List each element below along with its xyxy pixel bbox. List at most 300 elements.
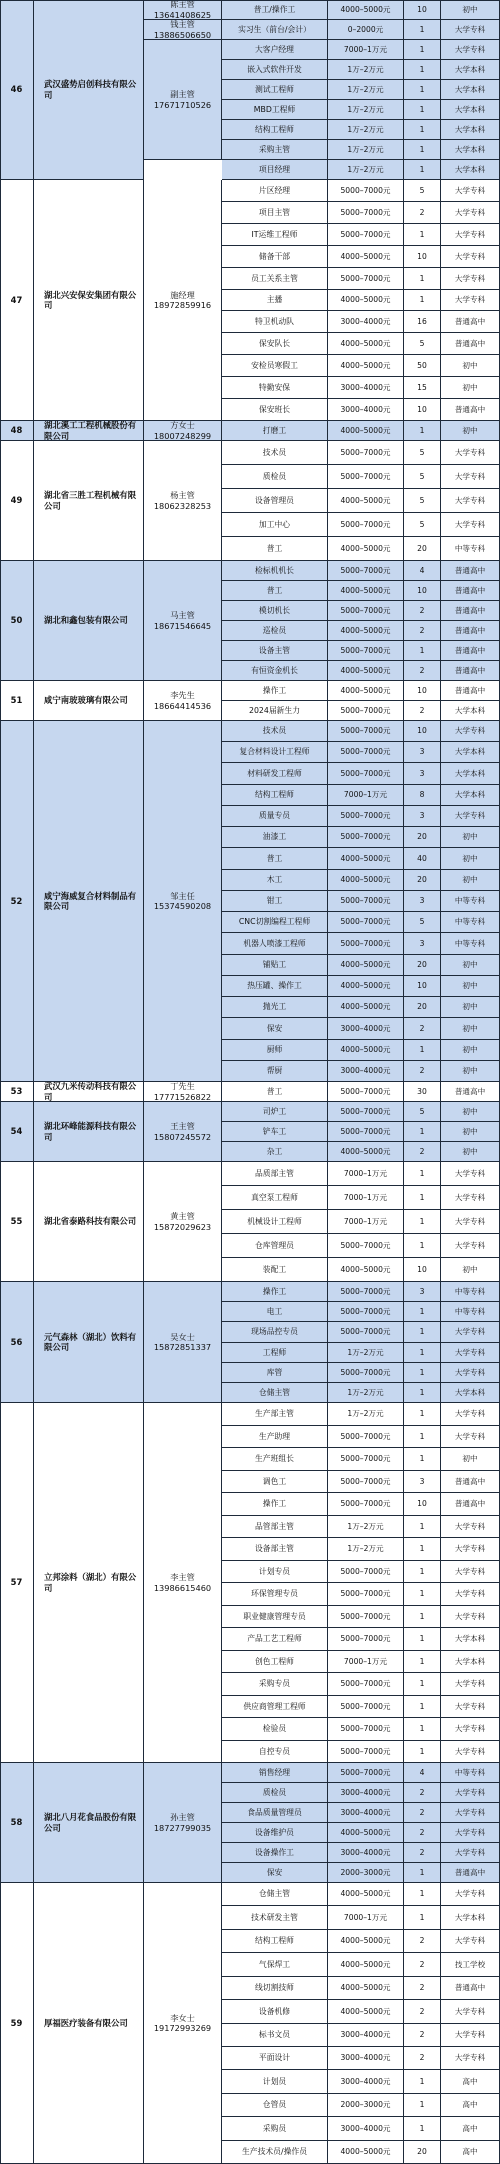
job-title: 片区经理: [222, 180, 328, 202]
education-requirement: 大学专科: [441, 1606, 500, 1628]
company-number: 56: [0, 1282, 34, 1403]
contact-person: 邹主任 15374590208: [144, 721, 222, 1082]
education-requirement: 大学专科: [441, 202, 500, 224]
headcount: 1: [404, 20, 441, 40]
headcount: 1: [404, 1863, 441, 1883]
salary-range: 5000–7000元: [328, 742, 404, 763]
company-number: 52: [0, 721, 34, 1082]
salary-range: 1万–2万元: [328, 120, 404, 140]
headcount: 2: [404, 1142, 441, 1162]
headcount: 10: [404, 1258, 441, 1282]
education-requirement: 大学专科: [441, 290, 500, 311]
headcount: 2: [404, 1783, 441, 1803]
headcount: 1: [404, 1210, 441, 1234]
job-title: 生产技术员/操作员: [222, 2141, 328, 2164]
job-title: 机械设计工程师: [222, 1210, 328, 1234]
salary-range: 5000–7000元: [328, 1471, 404, 1493]
job-title: 普工/操作工: [222, 0, 328, 20]
headcount: 1: [404, 1883, 441, 1906]
salary-range: 4000–5000元: [328, 2000, 404, 2024]
education-requirement: 大学专科: [441, 180, 500, 202]
job-title: 嵌入式软件开发: [222, 60, 328, 80]
education-requirement: 大学专科: [441, 246, 500, 268]
education-requirement: 高中: [441, 2070, 500, 2094]
headcount: 2: [404, 621, 441, 641]
education-requirement: 大学本科: [441, 120, 500, 140]
headcount: 5: [404, 912, 441, 933]
job-title: 测试工程师: [222, 80, 328, 100]
headcount: 30: [404, 1082, 441, 1102]
job-title: 铲车工: [222, 1122, 328, 1142]
headcount: 2: [404, 1843, 441, 1863]
contact-person: 孙主管 18727799035: [144, 1763, 222, 1883]
company-number: 47: [0, 180, 34, 421]
education-requirement: 大学专科: [441, 1426, 500, 1448]
salary-range: 4000–5000元: [328, 0, 404, 20]
headcount: 2: [404, 202, 441, 224]
education-requirement: 大学本科: [441, 701, 500, 721]
education-requirement: 普通高中: [441, 561, 500, 581]
headcount: 1: [404, 160, 441, 180]
headcount: 3: [404, 763, 441, 785]
job-title: 仓管员: [222, 2094, 328, 2117]
headcount: 40: [404, 848, 441, 870]
education-requirement: 大学专科: [441, 1538, 500, 1561]
job-title: 技术员: [222, 721, 328, 742]
education-requirement: 初中: [441, 848, 500, 870]
headcount: 1: [404, 1122, 441, 1142]
education-requirement: 大学本科: [441, 100, 500, 120]
education-requirement: 高中: [441, 2117, 500, 2141]
salary-range: 5000–7000元: [328, 180, 404, 202]
job-title: 平面设计: [222, 2047, 328, 2070]
headcount: 1: [404, 1302, 441, 1322]
education-requirement: 大学专科: [441, 1883, 500, 1906]
job-title: 仓储主管: [222, 1883, 328, 1906]
headcount: 1: [404, 2070, 441, 2094]
job-title: 设备操作工: [222, 1843, 328, 1863]
education-requirement: 中等专科: [441, 891, 500, 912]
salary-range: 1万–2万元: [328, 160, 404, 180]
headcount: 1: [404, 1343, 441, 1363]
salary-range: 4000–5000元: [328, 681, 404, 701]
job-title: 帮厨: [222, 1061, 328, 1082]
education-requirement: 大学专科: [441, 1403, 500, 1426]
job-title: 质量专员: [222, 806, 328, 827]
headcount: 20: [404, 870, 441, 891]
headcount: 10: [404, 246, 441, 268]
salary-range: 3000–4000元: [328, 1783, 404, 1803]
education-requirement: 大学专科: [441, 721, 500, 742]
headcount: 1: [404, 100, 441, 120]
job-title: 安检员寒假工: [222, 355, 328, 377]
education-requirement: 大学专科: [441, 224, 500, 246]
job-title: 销售经理: [222, 1763, 328, 1783]
education-requirement: 初中: [441, 870, 500, 891]
headcount: 1: [404, 1363, 441, 1383]
education-requirement: 初中: [441, 421, 500, 441]
salary-range: 4000–5000元: [328, 581, 404, 601]
job-title: 技术研发主管: [222, 1906, 328, 1930]
job-title: 普工: [222, 848, 328, 870]
salary-range: 1万–2万元: [328, 1343, 404, 1363]
education-requirement: 中等专科: [441, 537, 500, 561]
headcount: 1: [404, 290, 441, 311]
job-title: 操作工: [222, 1282, 328, 1302]
headcount: 20: [404, 827, 441, 848]
education-requirement: 大学本科: [441, 1651, 500, 1673]
job-title: 库管: [222, 1363, 328, 1383]
salary-range: 5000–7000元: [328, 1673, 404, 1696]
headcount: 1: [404, 1186, 441, 1210]
job-title: 操作工: [222, 681, 328, 701]
company-name: 立邦涂料（湖北）有限公司: [34, 1403, 144, 1763]
job-title: 保安: [222, 1018, 328, 1040]
education-requirement: 大学本科: [441, 763, 500, 785]
job-title: 装配工: [222, 1258, 328, 1282]
company-number: 58: [0, 1763, 34, 1883]
company-name: 武汉九米传动科技有限公司: [34, 1082, 144, 1102]
education-requirement: 大学专科: [441, 268, 500, 290]
salary-range: 4000–5000元: [328, 1953, 404, 1977]
headcount: 1: [404, 1448, 441, 1471]
job-title: 模切机长: [222, 601, 328, 621]
salary-range: 2000–3000元: [328, 2094, 404, 2117]
company-name: 湖北环峰能源科技有限公司: [34, 1102, 144, 1162]
education-requirement: 大学专科: [441, 2000, 500, 2024]
salary-range: 4000–5000元: [328, 489, 404, 513]
job-title: 抛光工: [222, 997, 328, 1018]
company-name: 湖北溪工工程机械股份有限公司: [34, 421, 144, 441]
job-title: 质检员: [222, 465, 328, 489]
job-title: 仓库管理员: [222, 1234, 328, 1258]
salary-range: 5000–7000元: [328, 1606, 404, 1628]
salary-range: 4000–5000元: [328, 1977, 404, 2000]
headcount: 10: [404, 1493, 441, 1516]
education-requirement: 普通高中: [441, 1977, 500, 2000]
job-title: 机器人喷漆工程师: [222, 933, 328, 955]
headcount: 3: [404, 891, 441, 912]
contact-person: 钱主管 13886506650: [144, 20, 222, 40]
headcount: 4: [404, 561, 441, 581]
salary-range: 3000–4000元: [328, 2070, 404, 2094]
salary-range: 4000–5000元: [328, 955, 404, 976]
salary-range: 5000–7000元: [328, 701, 404, 721]
job-title: 有恒资金机长: [222, 661, 328, 681]
education-requirement: 普通高中: [441, 1863, 500, 1883]
company-name: 湖北省泰路科技有限公司: [34, 1162, 144, 1282]
education-requirement: 普通高中: [441, 1493, 500, 1516]
education-requirement: 大学专科: [441, 489, 500, 513]
salary-range: 5000–7000元: [328, 641, 404, 661]
salary-range: 4000–5000元: [328, 2141, 404, 2164]
education-requirement: 大学专科: [441, 20, 500, 40]
salary-range: 5000–7000元: [328, 561, 404, 581]
job-title: 保安队长: [222, 333, 328, 355]
headcount: 2: [404, 2000, 441, 2024]
job-title: 设备部主管: [222, 1538, 328, 1561]
headcount: 5: [404, 441, 441, 465]
salary-range: 5000–7000元: [328, 1363, 404, 1383]
company-name: 湖北和鑫包装有限公司: [34, 561, 144, 681]
headcount: 1: [404, 1583, 441, 1606]
company-number: 51: [0, 681, 34, 721]
headcount: 5: [404, 333, 441, 355]
job-title: 厨师: [222, 1040, 328, 1061]
job-title: 调色工: [222, 1471, 328, 1493]
education-requirement: 初中: [441, 0, 500, 20]
education-requirement: 初中: [441, 997, 500, 1018]
salary-range: 5000–7000元: [328, 827, 404, 848]
headcount: 1: [404, 1696, 441, 1718]
education-requirement: 初中: [441, 377, 500, 399]
education-requirement: 中等专科: [441, 1763, 500, 1783]
job-title: 设备主管: [222, 641, 328, 661]
headcount: 1: [404, 1561, 441, 1583]
contact-person: 李女士 19172993269: [144, 1883, 222, 2164]
job-title: 项目经理: [222, 160, 328, 180]
salary-range: 5000–7000元: [328, 891, 404, 912]
salary-range: 5000–7000元: [328, 202, 404, 224]
company-number: 53: [0, 1082, 34, 1102]
salary-range: 5000–7000元: [328, 1628, 404, 1651]
salary-range: 5000–7000元: [328, 1448, 404, 1471]
education-requirement: 大学本科: [441, 742, 500, 763]
education-requirement: 普通高中: [441, 601, 500, 621]
education-requirement: 技工学校: [441, 1953, 500, 1977]
salary-range: 5000–7000元: [328, 1718, 404, 1741]
education-requirement: 大学专科: [441, 1234, 500, 1258]
headcount: 20: [404, 997, 441, 1018]
education-requirement: 初中: [441, 1040, 500, 1061]
job-title: 职业健康管理专员: [222, 1606, 328, 1628]
headcount: 2: [404, 701, 441, 721]
headcount: 4: [404, 1763, 441, 1783]
education-requirement: 中等专科: [441, 933, 500, 955]
salary-range: 5000–7000元: [328, 1302, 404, 1322]
company-number: 46: [0, 0, 34, 180]
salary-range: 4000–5000元: [328, 848, 404, 870]
job-title: 木工: [222, 870, 328, 891]
headcount: 2: [404, 1977, 441, 2000]
salary-range: 1万–2万元: [328, 100, 404, 120]
salary-range: 3000–4000元: [328, 1061, 404, 1082]
salary-range: 5000–7000元: [328, 1102, 404, 1122]
headcount: 5: [404, 489, 441, 513]
headcount: 20: [404, 955, 441, 976]
salary-range: 5000–7000元: [328, 933, 404, 955]
company-number: 55: [0, 1162, 34, 1282]
job-title: 电工: [222, 1302, 328, 1322]
job-title: 结构工程师: [222, 120, 328, 140]
salary-range: 4000–5000元: [328, 1823, 404, 1843]
education-requirement: 大学本科: [441, 140, 500, 160]
company-number: 54: [0, 1102, 34, 1162]
headcount: 1: [404, 1322, 441, 1343]
headcount: 3: [404, 742, 441, 763]
salary-range: 7000–1万元: [328, 40, 404, 60]
education-requirement: 初中: [441, 827, 500, 848]
education-requirement: 大学专科: [441, 2024, 500, 2047]
headcount: 2: [404, 1018, 441, 1040]
education-requirement: 普通高中: [441, 399, 500, 421]
education-requirement: 大学专科: [441, 40, 500, 60]
salary-range: 5000–7000元: [328, 721, 404, 742]
headcount: 5: [404, 1102, 441, 1122]
salary-range: 5000–7000元: [328, 513, 404, 537]
education-requirement: 普通高中: [441, 1471, 500, 1493]
salary-range: 4000–5000元: [328, 290, 404, 311]
education-requirement: 初中: [441, 1061, 500, 1082]
education-requirement: 大学专科: [441, 1803, 500, 1823]
company-number: 59: [0, 1883, 34, 2164]
education-requirement: 普通高中: [441, 1082, 500, 1102]
job-title: 储备干部: [222, 246, 328, 268]
salary-range: 7000–1万元: [328, 1210, 404, 1234]
job-title: CNC切割编程工程师: [222, 912, 328, 933]
job-title: 生产助理: [222, 1426, 328, 1448]
headcount: 1: [404, 1538, 441, 1561]
company-number: 48: [0, 421, 34, 441]
company-number: 50: [0, 561, 34, 681]
education-requirement: 大学本科: [441, 160, 500, 180]
headcount: 1: [404, 60, 441, 80]
education-requirement: 大学本科: [441, 1628, 500, 1651]
education-requirement: 初中: [441, 1448, 500, 1471]
job-title: IT运维工程师: [222, 224, 328, 246]
job-title: 气保焊工: [222, 1953, 328, 1977]
job-title: 品质部主管: [222, 1162, 328, 1186]
salary-range: 4000–5000元: [328, 537, 404, 561]
headcount: 10: [404, 976, 441, 997]
headcount: 1: [404, 1606, 441, 1628]
headcount: 1: [404, 1673, 441, 1696]
headcount: 2: [404, 1061, 441, 1082]
company-name: 湖北省三胜工程机械有限公司: [34, 441, 144, 561]
education-requirement: 大学专科: [441, 1741, 500, 1763]
job-title: 特勤安保: [222, 377, 328, 399]
headcount: 10: [404, 0, 441, 20]
salary-range: 5000–7000元: [328, 1561, 404, 1583]
education-requirement: 初中: [441, 1142, 500, 1162]
headcount: 1: [404, 1718, 441, 1741]
salary-range: 4000–5000元: [328, 1883, 404, 1906]
education-requirement: 初中: [441, 1258, 500, 1282]
salary-range: 4000–5000元: [328, 1258, 404, 1282]
contact-person: 王主管 15807245572: [144, 1102, 222, 1162]
headcount: 3: [404, 1282, 441, 1302]
education-requirement: 初中: [441, 955, 500, 976]
job-title: 设备机修: [222, 2000, 328, 2024]
job-title: 品管部主管: [222, 1516, 328, 1538]
salary-range: 4000–5000元: [328, 421, 404, 441]
headcount: 1: [404, 1906, 441, 1930]
education-requirement: 初中: [441, 976, 500, 997]
education-requirement: 大学本科: [441, 80, 500, 100]
education-requirement: 大学专科: [441, 1930, 500, 1953]
job-title: 特卫机动队: [222, 311, 328, 333]
salary-range: 4000–5000元: [328, 1040, 404, 1061]
headcount: 2: [404, 601, 441, 621]
salary-range: 5000–7000元: [328, 224, 404, 246]
education-requirement: 普通高中: [441, 621, 500, 641]
headcount: 1: [404, 2094, 441, 2117]
salary-range: 5000–7000元: [328, 1122, 404, 1142]
headcount: 1: [404, 1651, 441, 1673]
headcount: 1: [404, 1426, 441, 1448]
education-requirement: 大学专科: [441, 465, 500, 489]
salary-range: 3000–4000元: [328, 2047, 404, 2070]
job-title: 采购主管: [222, 140, 328, 160]
job-title: 结构工程师: [222, 1930, 328, 1953]
education-requirement: 大学专科: [441, 1823, 500, 1843]
education-requirement: 中等专科: [441, 1282, 500, 1302]
headcount: 1: [404, 1741, 441, 1763]
headcount: 2: [404, 2047, 441, 2070]
headcount: 5: [404, 513, 441, 537]
education-requirement: 大学专科: [441, 1696, 500, 1718]
salary-range: 5000–7000元: [328, 912, 404, 933]
job-title: 员工关系主管: [222, 268, 328, 290]
headcount: 3: [404, 806, 441, 827]
salary-range: 3000–4000元: [328, 1018, 404, 1040]
headcount: 1: [404, 1516, 441, 1538]
headcount: 5: [404, 465, 441, 489]
salary-range: 7000–1万元: [328, 1906, 404, 1930]
salary-range: 5000–7000元: [328, 1493, 404, 1516]
salary-range: 3000–4000元: [328, 2024, 404, 2047]
job-title: 环保管理专员: [222, 1583, 328, 1606]
company-number: 49: [0, 441, 34, 561]
headcount: 1: [404, 1162, 441, 1186]
salary-range: 4000–5000元: [328, 355, 404, 377]
job-title: 杂工: [222, 1142, 328, 1162]
salary-range: 5000–7000元: [328, 465, 404, 489]
education-requirement: 大学专科: [441, 1673, 500, 1696]
education-requirement: 初中: [441, 1018, 500, 1040]
headcount: 2: [404, 2024, 441, 2047]
headcount: 20: [404, 537, 441, 561]
company-name: 元气森林（湖北）饮料有限公司: [34, 1282, 144, 1403]
job-title: 设备管理员: [222, 489, 328, 513]
headcount: 1: [404, 421, 441, 441]
education-requirement: 中等专科: [441, 1302, 500, 1322]
salary-range: 5000–7000元: [328, 1426, 404, 1448]
headcount: 1: [404, 80, 441, 100]
headcount: 3: [404, 1471, 441, 1493]
salary-range: 4000–5000元: [328, 621, 404, 641]
company-name: 湖北兴安保安集团有限公司: [34, 180, 144, 421]
salary-range: 5000–7000元: [328, 806, 404, 827]
salary-range: 3000–4000元: [328, 1843, 404, 1863]
job-title: 加工中心: [222, 513, 328, 537]
salary-range: 1万–2万元: [328, 1516, 404, 1538]
education-requirement: 大学专科: [441, 1583, 500, 1606]
job-title: 生产班组长: [222, 1448, 328, 1471]
job-title: 食品质量管理员: [222, 1803, 328, 1823]
headcount: 2: [404, 1930, 441, 1953]
salary-range: 7000–1万元: [328, 1162, 404, 1186]
education-requirement: 大学专科: [441, 513, 500, 537]
headcount: 2: [404, 1953, 441, 1977]
job-title: 线切割技师: [222, 1977, 328, 2000]
job-title: 检验员: [222, 1718, 328, 1741]
headcount: 2: [404, 1803, 441, 1823]
contact-person: 马主管 18671546645: [144, 561, 222, 681]
company-name: 咸宁南玻玻璃有限公司: [34, 681, 144, 721]
contact-person: 吴女士 15872851337: [144, 1282, 222, 1403]
job-title: 计划专员: [222, 1561, 328, 1583]
